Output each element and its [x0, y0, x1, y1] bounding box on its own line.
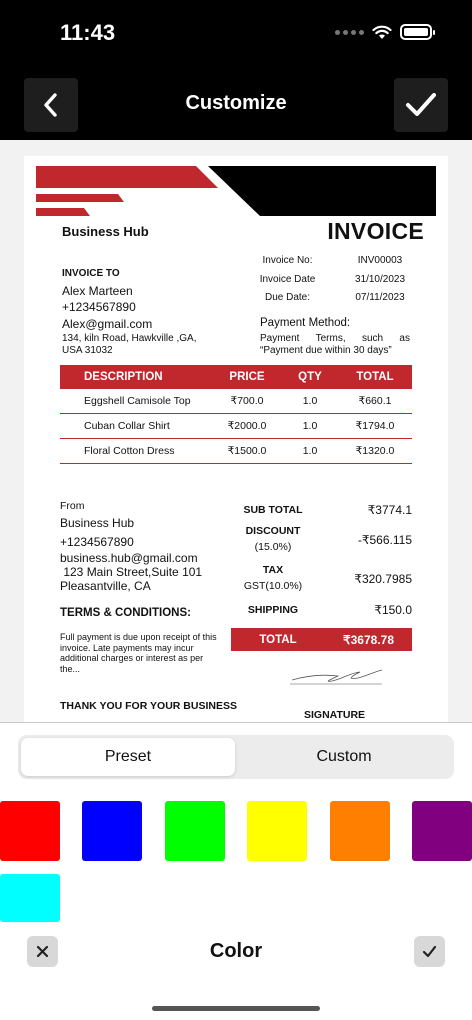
from-address-line1: 123 Main Street,Suite 101 — [60, 564, 203, 579]
done-button[interactable] — [394, 78, 448, 132]
row-price: ₹2000.0 — [227, 420, 267, 432]
tab-preset[interactable]: Preset — [21, 738, 235, 776]
tax-value: ₹320.7985 — [354, 572, 412, 586]
table-row — [60, 389, 412, 414]
discount-percent: (15.0%) — [254, 541, 292, 553]
color-swatch-purple[interactable] — [412, 801, 472, 861]
items-table — [60, 365, 412, 464]
discount-label: DISCOUNT — [245, 525, 301, 537]
terms-title: TERMS & CONDITIONS: — [60, 607, 191, 619]
tax-percent: GST(10.0%) — [243, 580, 303, 592]
row-description: Floral Cotton Dress — [84, 445, 175, 457]
invoice-preview-area — [0, 140, 472, 730]
invoice-page — [24, 156, 448, 730]
col-total: TOTAL — [356, 371, 394, 383]
subtotal-label: SUB TOTAL — [243, 504, 303, 516]
col-price: PRICE — [229, 371, 265, 383]
invoice-date-row — [240, 274, 425, 285]
payment-method-text: Payment Terms, such as “Payment due within 30 days” — [260, 333, 410, 356]
home-indicator — [152, 1006, 320, 1011]
subtotal-value: ₹3774.1 — [367, 503, 412, 517]
status-icons — [335, 24, 432, 40]
bill-to-address: 134, kiln Road, Hawkville ,GA, USA 31032 — [62, 333, 197, 356]
page-title: Customize — [185, 92, 287, 114]
row-qty: 1.0 — [302, 445, 318, 457]
row-total: ₹1794.0 — [355, 420, 395, 432]
col-qty: QTY — [298, 371, 322, 383]
top-bar — [0, 0, 472, 140]
col-description: DESCRIPTION — [84, 371, 163, 383]
row-description: Cuban Collar Shirt — [84, 420, 170, 432]
due-date-row — [240, 292, 425, 303]
row-total: ₹660.1 — [358, 395, 392, 407]
bill-to-block — [62, 266, 212, 357]
due-date-value: 07/11/2023 — [355, 292, 405, 303]
table-row — [60, 414, 412, 439]
color-swatch-orange[interactable] — [330, 801, 390, 861]
bill-to-name: Alex Marteen — [62, 283, 133, 298]
invoice-number-value: INV00003 — [357, 255, 403, 266]
bill-to-email: Alex@gmail.com — [62, 316, 153, 331]
grand-total-label: TOTAL — [259, 633, 297, 646]
invoice-number-row — [240, 255, 425, 266]
color-swatch-blue[interactable] — [82, 801, 142, 861]
bill-to-label: INVOICE TO — [62, 268, 120, 279]
checkmark-icon — [405, 92, 437, 118]
thank-you-text: THANK YOU FOR YOUR BUSINESS — [60, 700, 237, 712]
color-bottom-sheet — [0, 722, 472, 1020]
bill-to-phone: +1234567890 — [62, 300, 136, 314]
from-address-line2: Pleasantville, CA — [60, 578, 151, 593]
from-label: From — [60, 500, 85, 512]
table-row — [60, 439, 412, 464]
invoice-date-label: Invoice Date — [259, 274, 316, 285]
from-email: business.hub@gmail.com — [60, 550, 198, 565]
color-swatch-red[interactable] — [0, 801, 60, 861]
signature-scribble — [286, 664, 386, 688]
from-block — [60, 498, 202, 593]
tab-custom[interactable]: Custom — [316, 748, 372, 765]
invoice-heading: INVOICE — [327, 218, 424, 244]
shipping-label: SHIPPING — [247, 604, 299, 616]
cellular-signal-icon — [335, 30, 364, 35]
status-time: 11:43 — [60, 20, 116, 45]
discount-value: -₹566.115 — [357, 533, 412, 547]
payment-method-title: Payment Method: — [260, 317, 351, 329]
items-table-header — [60, 365, 412, 389]
row-price: ₹700.0 — [230, 395, 264, 407]
due-date-label: Due Date: — [264, 292, 311, 303]
signature-label: SIGNATURE — [304, 709, 366, 721]
row-price: ₹1500.0 — [227, 445, 267, 457]
row-description: Eggshell Camisole Top — [84, 395, 191, 407]
preset-custom-segmented-control — [18, 735, 454, 779]
checkmark-icon — [422, 945, 437, 958]
row-qty: 1.0 — [302, 395, 318, 407]
grand-total-value: ₹3678.78 — [342, 632, 394, 647]
color-swatch-yellow[interactable] — [247, 801, 307, 861]
tax-label: TAX — [262, 564, 284, 576]
shipping-value: ₹150.0 — [374, 603, 412, 617]
business-name: Business Hub — [62, 224, 149, 239]
confirm-button[interactable] — [414, 936, 445, 967]
invoice-header-decoration — [36, 166, 436, 216]
color-swatch-green[interactable] — [165, 801, 225, 861]
battery-icon — [400, 24, 432, 40]
terms-text: Full payment is due upon receipt of this invoice. Late payments may incur additional charges or interest as per the... — [60, 632, 217, 674]
invoice-number-label: Invoice No: — [262, 255, 313, 266]
row-total: ₹1320.0 — [355, 445, 395, 457]
grand-total-bar — [231, 628, 412, 651]
row-qty: 1.0 — [302, 420, 318, 432]
sheet-title: Color — [209, 940, 263, 962]
invoice-date-value: 31/10/2023 — [354, 274, 406, 285]
from-phone: +1234567890 — [60, 535, 134, 549]
color-swatch-cyan[interactable] — [0, 874, 60, 922]
wifi-icon — [372, 25, 392, 40]
from-name: Business Hub — [60, 515, 135, 530]
